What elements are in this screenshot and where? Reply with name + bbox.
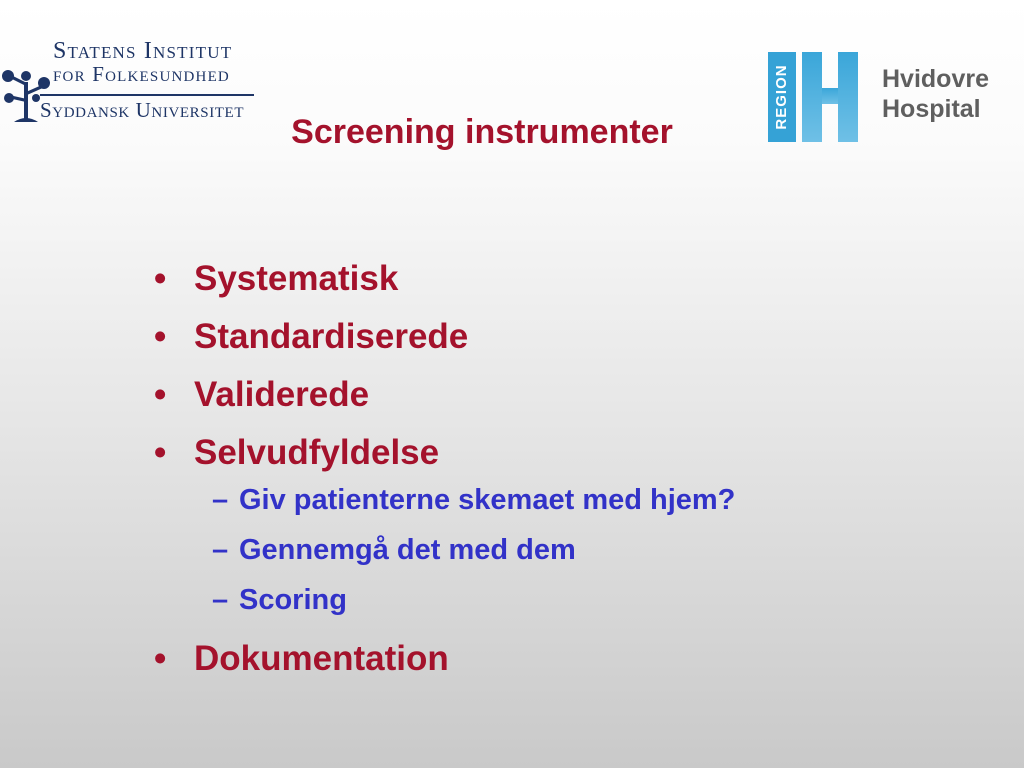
logo-divider <box>40 94 254 96</box>
sub-bullet-item <box>154 580 914 630</box>
sub-bullet-text: Giv patienterne skemaet med hjem? <box>239 484 736 516</box>
bullet-marker: • <box>154 639 167 678</box>
bullet-item <box>154 256 914 314</box>
sub-bullet-marker: – <box>212 584 229 616</box>
bullet-list <box>154 256 914 694</box>
logo-line-statens-institut: Statens Institut <box>53 38 233 64</box>
region-label: REGION <box>772 64 790 130</box>
hospital-name-line1: Hvidovre <box>882 65 989 93</box>
bullet-text: Standardiserede <box>194 317 469 356</box>
bullet-text: Validerede <box>194 375 370 414</box>
bullet-item <box>154 314 914 372</box>
sub-bullet-text: Gennemgå det med dem <box>239 534 576 566</box>
sub-bullet-text: Scoring <box>239 584 347 616</box>
sub-bullet-item <box>154 530 914 580</box>
sub-bullet-marker: – <box>212 484 229 516</box>
bullet-marker: • <box>154 433 167 472</box>
slide-title: Screening instrumenter <box>291 113 673 151</box>
bullet-marker: • <box>154 317 167 356</box>
logo-line-syddansk-universitet: Syddansk Universitet <box>40 98 245 122</box>
bullet-text: Selvudfyldelse <box>194 433 440 472</box>
sub-bullet-list <box>154 480 914 630</box>
bullet-marker: • <box>154 259 167 298</box>
bullet-item <box>154 372 914 430</box>
bullet-text: Systematisk <box>194 259 399 298</box>
sub-bullet-item <box>154 480 914 530</box>
sub-bullet-marker: – <box>212 534 229 566</box>
bullet-text: Dokumentation <box>194 639 449 678</box>
bullet-marker: • <box>154 375 167 414</box>
hospital-name-line2: Hospital <box>882 95 981 123</box>
logo-line-folkesundhed: for Folkesundhed <box>53 62 230 86</box>
bullet-item <box>154 636 914 694</box>
